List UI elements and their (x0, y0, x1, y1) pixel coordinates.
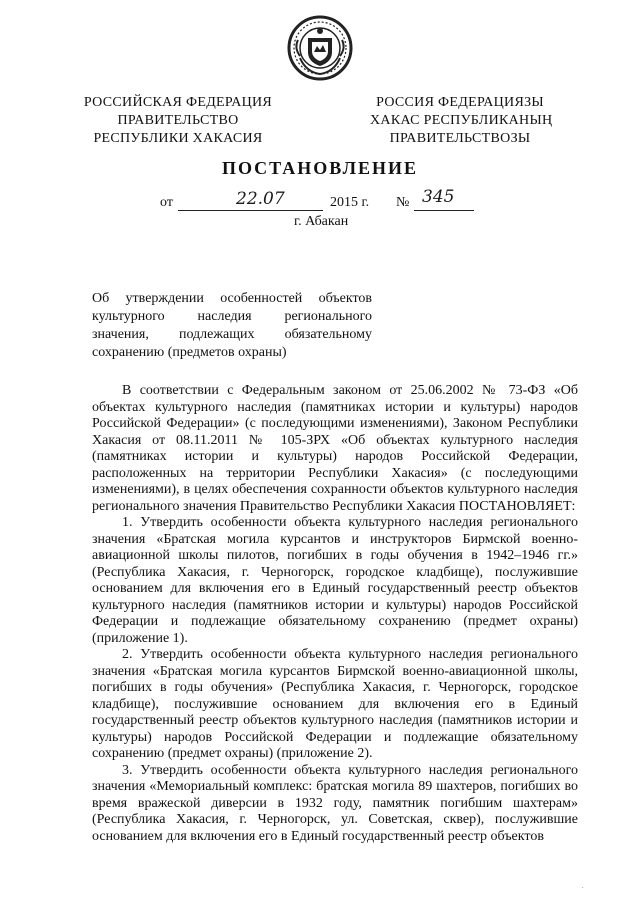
header-left-line: РОССИЙСКАЯ ФЕДЕРАЦИЯ (83, 95, 273, 110)
document-title: ПОСТАНОВЛЕНИЕ (221, 158, 419, 178)
header-left-line: РЕСПУБЛИКИ ХАКАСИЯ (93, 131, 263, 146)
handwritten-date: 22.07 (236, 189, 285, 209)
header-right-block (370, 94, 553, 148)
date-year: 2015 г. (330, 195, 370, 210)
body-paragraph: 1. Утвердить особенности объекта культурного наследия регионального значения «Братская могила курсантов и инструкторов Бирмской военно-авиационной школы пилотов, погибших в годы обучения в 1942–1946 гг.» (Республика Хакасия, г. Черногорск, городское кладбище), послужившие основанием для включения его в Единый государственный реестр объектов культурного наследия (памятников истории и культуры) народов Российской Федерации и подлежащие обязательному сохранению (предмет охраны) (приложение 1). (92, 515, 578, 646)
body-paragraph: 3. Утвердить особенности объекта культурного наследия регионального значения «Мемориальный комплекс: братская могила 89 шахтеров, погибших во время вражеской диверсии в 1932 году, памятник погибшим шахтерам» (Республика Хакасия, г. Черногорск, ул. Советская, сквер), послужившие основанием для включения его в Единый государственный реестр объектов (92, 762, 578, 844)
header-right-line: РОССИЯ ФЕДЕРАЦИЯЗЫ (376, 95, 544, 110)
handwritten-number: 345 (422, 187, 455, 207)
coat-of-arms-emblem (286, 14, 354, 82)
date-number-line (160, 187, 490, 215)
number-underline (414, 210, 474, 211)
header-right-line: ПРАВИТЕЛЬСТВОЗЫ (389, 131, 531, 146)
header-left-line: ПРАВИТЕЛЬСТВО (117, 113, 239, 128)
header-left-block (82, 94, 274, 148)
date-prefix: от (160, 195, 173, 210)
document-body (92, 383, 578, 845)
body-paragraph: 2. Утвердить особенности объекта культурного наследия регионального значения «Братская могила курсантов Бирмской военно-авиационной школы, погибших в годы обучения» (Республика Хакасия, г. Черногорск, городское кладбище), послужившие основанием для включения его в Единый государственный реестр объектов культурного наследия (памятников истории и культуры) народов Российской Федерации и подлежащие обязательному сохранению (предмет охраны) (приложение 2). (92, 647, 578, 761)
footer-mark: . (582, 884, 584, 890)
body-paragraph: В соответствии с Федеральным законом от 25.06.2002 № 73-ФЗ «Об объектах культурного наследия (памятниках истории и культуры) народов Российской Федерации» (с последующими изменениями), Законом Республики Хакасия от 08.11.2011 № 105-ЗРХ «Об объектах культурного наследия (памятниках истории и культуры) народов Российской Федерации, расположенных на территории Республики Хакасия» (с последующими изменениями), в целях обеспечения сохранности объектов культурного наследия регионального значения Правительство Республики Хакасия ПОСТАНОВЛЯЕТ: (92, 383, 578, 514)
date-underline (178, 210, 323, 211)
header-right-line: ХАКАС РЕСПУБЛИКАНЫҢ (370, 113, 553, 128)
number-sign: № (396, 195, 410, 210)
city-label: г. Абакан (294, 214, 349, 229)
document-subject: Об утверждении особенностей объектов культурного наследия регионального значения, подлежащих обязательному сохранению (предметов охраны) (92, 291, 372, 360)
